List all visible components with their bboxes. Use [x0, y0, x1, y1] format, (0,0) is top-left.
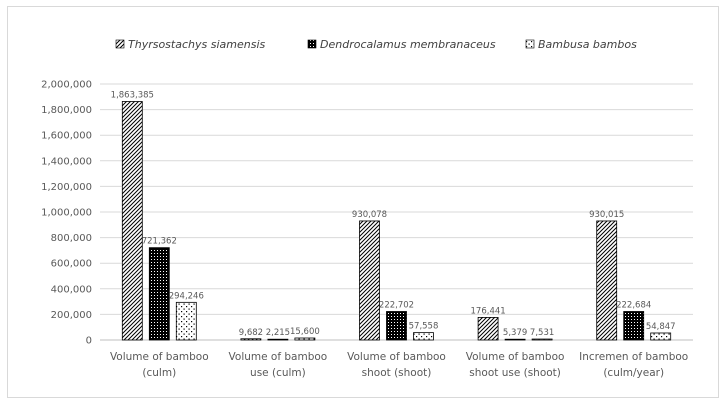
y-tick-label: 400,000: [50, 284, 92, 296]
legend-label: Dendrocalamus membranaceus: [320, 38, 496, 51]
legend-label: Bambusa bambos: [538, 38, 637, 51]
data-label: 57,558: [408, 321, 439, 332]
data-label: 54,847: [645, 321, 676, 332]
y-tick-label: 800,000: [50, 233, 92, 245]
bar: [414, 333, 434, 340]
data-label: 5,379: [502, 328, 528, 339]
x-category-label: Volume of bamboo: [228, 351, 328, 363]
y-tick-label: 1,800,000: [41, 105, 92, 117]
y-tick-label: 1,400,000: [41, 156, 92, 168]
y-tick-label: 200,000: [50, 309, 92, 321]
x-category-label: (culm/year): [603, 367, 665, 379]
data-label: 721,362: [141, 236, 177, 247]
y-tick-label: 600,000: [50, 258, 92, 270]
x-category-label: shoot use (shoot): [469, 367, 561, 379]
bar: [360, 221, 380, 340]
data-labels: [111, 90, 676, 338]
data-label: 9,682: [238, 327, 264, 338]
bar: [149, 248, 169, 340]
bar: [295, 338, 315, 340]
data-label: 15,600: [290, 327, 320, 338]
x-category-label: Volume of bamboo: [465, 351, 565, 363]
legend-swatch: [116, 40, 124, 48]
y-tick-label: 1,200,000: [41, 181, 92, 193]
x-category-label: Incremen of bamboo: [579, 351, 689, 363]
data-label: 930,015: [589, 209, 625, 220]
legend-swatch: [526, 40, 534, 48]
x-category-label: Volume of bamboo: [347, 351, 446, 363]
bar: [651, 333, 671, 340]
data-label: 294,246: [168, 291, 204, 302]
data-label: 1,863,385: [110, 90, 154, 101]
bar: [387, 311, 407, 340]
y-tick-label: 0: [85, 335, 92, 347]
x-category-label: (culm): [142, 367, 177, 379]
data-label: 222,684: [616, 300, 652, 311]
x-category-label: shoot (shoot): [361, 367, 432, 379]
bar: [597, 221, 617, 340]
legend-label: Thyrsostachys siamensis: [128, 38, 266, 51]
data-label: 222,702: [378, 300, 415, 311]
bar: [478, 317, 498, 340]
data-label: 2,215: [265, 328, 291, 339]
data-label: 930,078: [351, 209, 388, 220]
bar: [624, 311, 644, 340]
bar: [122, 101, 142, 340]
bar: [241, 339, 261, 340]
y-tick-label: 2,000,000: [41, 79, 92, 91]
bar: [268, 339, 288, 340]
bar: [532, 339, 552, 340]
y-tick-label: 1,000,000: [41, 207, 92, 219]
x-axis-categories: [110, 351, 688, 379]
x-category-label: use (culm): [250, 367, 306, 379]
legend-swatch: [308, 40, 316, 48]
bar: [505, 339, 525, 340]
y-tick-label: 1,600,000: [41, 130, 92, 142]
data-label: 7,531: [529, 328, 555, 339]
bar: [176, 302, 196, 340]
legend: [116, 38, 637, 51]
data-label: 176,441: [470, 306, 506, 317]
x-category-label: Volume of bamboo: [109, 351, 209, 363]
